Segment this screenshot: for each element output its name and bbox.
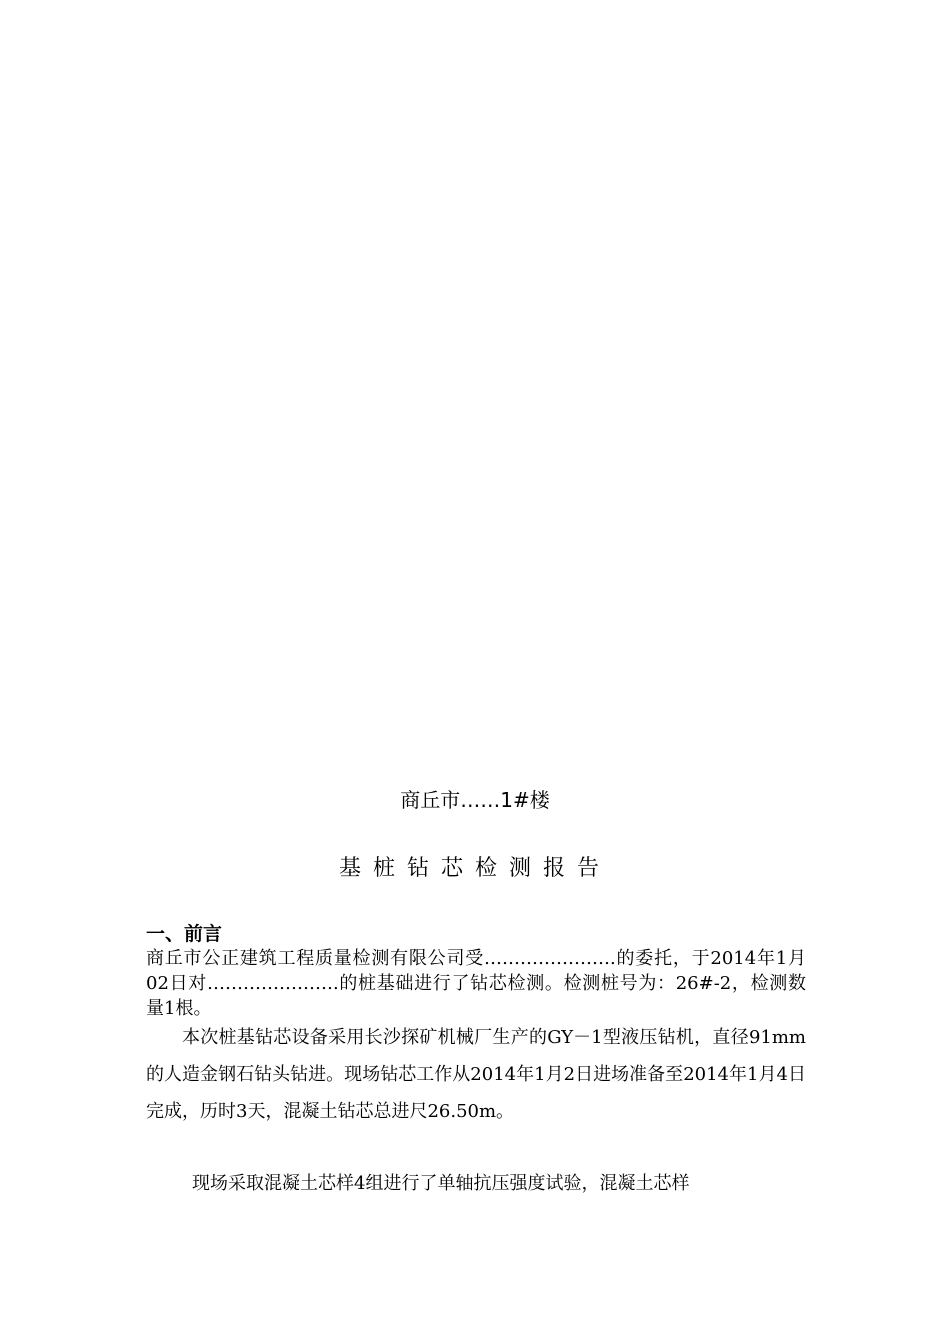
section-heading-preface: 一、前言 [146,923,223,945]
preface-paragraph-2: 本次桩基钻芯设备采用长沙探矿机械厂生产的GY－1型液压钻机，直径91mm的人造金钢石钻头钻进。现场钻芯工作从2014年1月2日进场准备至2014年1月4日完成，历时3天，混凝土钻芯总进尺26.50m。 [146,1027,806,1122]
preface-paragraph-3: 现场采取混凝土芯样4组进行了单轴抗压强度试验，混凝土芯样 [192,1173,690,1194]
report-subtitle: 商丘市……1#楼 [400,788,550,812]
report-title: 基桩钻芯检测报告 [338,856,611,881]
preface-paragraph-1: 商丘市公正建筑工程质量检测有限公司受………………….的委托，于2014年1月02日对………………….的桩基础进行了钻芯检测。检测桩号为：26#-2，检测数量1根。 [146,948,806,1019]
